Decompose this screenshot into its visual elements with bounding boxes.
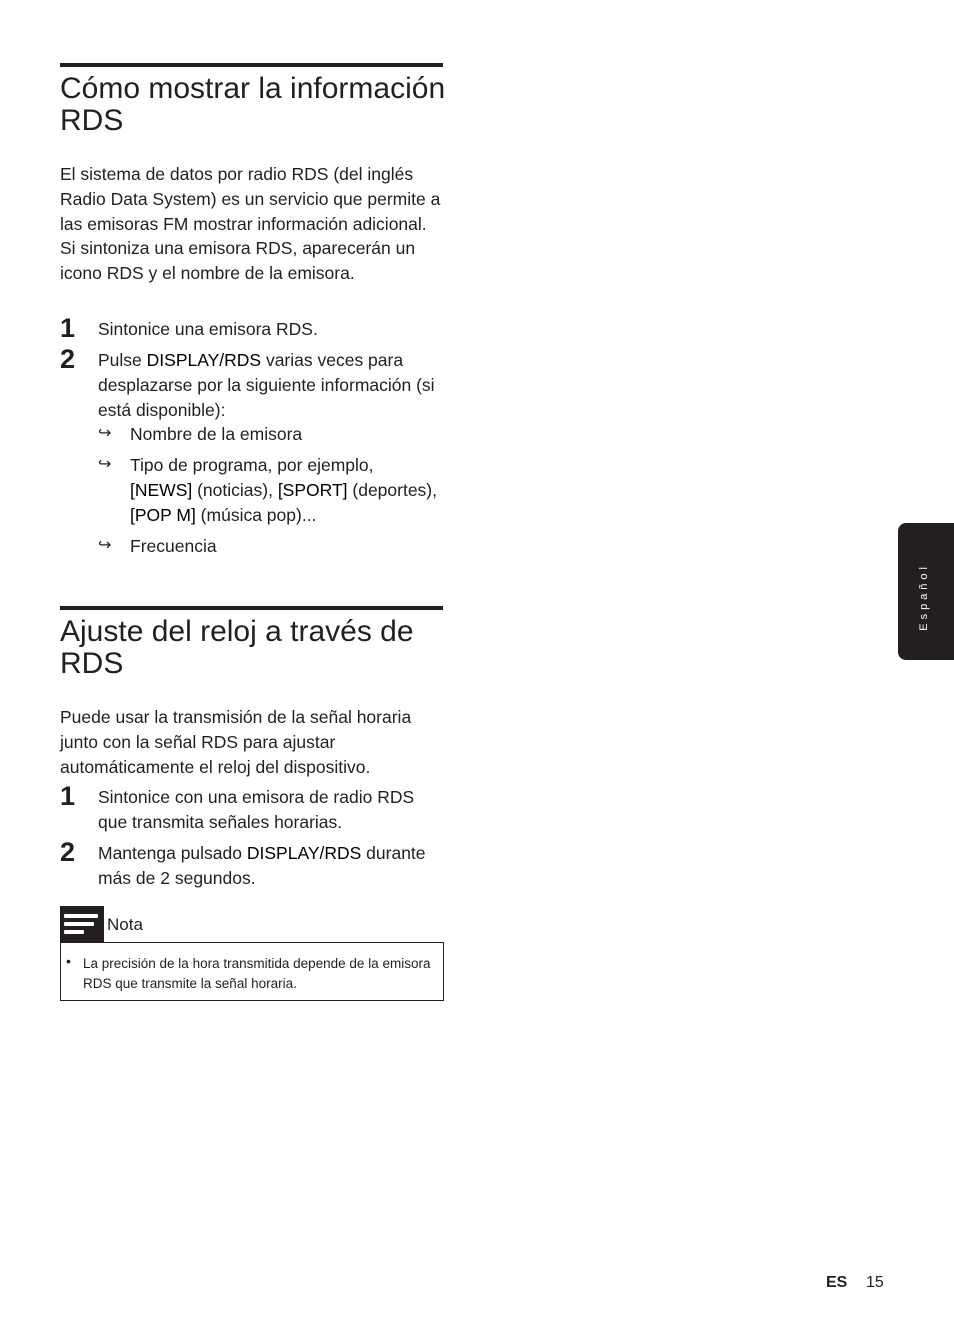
subitem-mid-1: (noticias), <box>192 479 278 500</box>
result-arrow-icon: ↪ <box>98 425 112 442</box>
footer-language-code: ES <box>826 1274 848 1291</box>
step-text-post: durante más de 2 segundos. <box>98 843 426 888</box>
language-tab-label: Español <box>918 563 930 631</box>
key-pop-m: [POP M] <box>130 504 196 525</box>
bullet-icon: • <box>66 953 71 969</box>
subitem-text: Nombre de la emisora <box>130 424 303 444</box>
note-text: La precisión de la hora transmitida depende de la emisora RDS que transmite la señal horaria. <box>83 956 431 991</box>
subitem-mid-3: (música pop)... <box>195 504 317 525</box>
subitem-text <box>130 453 440 527</box>
result-arrow-icon: ↪ <box>98 456 112 473</box>
step-text: Sintonice con una emisora de radio RDS que transmita señales horarias. <box>98 787 415 832</box>
key-display-rds: DISPLAY/RDS <box>246 843 362 863</box>
result-arrow-icon: ↪ <box>98 537 112 554</box>
key-sport: [SPORT] <box>277 479 348 500</box>
step-text-post: varias veces para desplazarse por la siguiente información (si está disponible): <box>98 350 435 420</box>
step-number: 2 <box>60 344 76 374</box>
step-number: 1 <box>60 313 76 343</box>
note-icon <box>60 906 104 942</box>
subitem-pre: Tipo de programa, por ejemplo, <box>130 455 374 475</box>
step-text <box>98 348 448 422</box>
subitem-mid-2: (deportes), <box>347 479 437 500</box>
note-label: Nota <box>107 915 143 934</box>
clock-intro-paragraph: Puede usar la transmisión de la señal horaria junto con la señal RDS para ajustar automáticamente el reloj del dispositivo. <box>60 707 412 777</box>
step-text-pre: Pulse <box>98 350 147 370</box>
language-tab <box>898 523 954 660</box>
key-news: [NEWS] <box>130 479 193 500</box>
key-display-rds: DISPLAY/RDS <box>146 350 262 370</box>
section-title-rds: Cómo mostrar la información RDS <box>60 72 446 137</box>
step-text <box>98 841 448 891</box>
subitem-text: Frecuencia <box>130 536 217 556</box>
step-number: 1 <box>60 781 76 811</box>
note-box <box>60 942 444 1001</box>
section-title-clock: Ajuste del reloj a través de RDS <box>60 615 414 680</box>
page-number: 15 <box>866 1274 884 1291</box>
rds-intro-paragraph: El sistema de datos por radio RDS (del inglés Radio Data System) es un servicio que permite a las emisoras FM mostrar información adicional. Si sintoniza una emisora RDS, aparecerán un icono RDS y el nombre de la emisora. <box>60 164 441 284</box>
step-number: 2 <box>60 837 76 867</box>
step-text-pre: Mantenga pulsado <box>98 843 247 863</box>
section-rule-clock <box>60 606 443 610</box>
step-text: Sintonice una emisora RDS. <box>98 319 318 339</box>
section-rule-top <box>60 63 443 67</box>
